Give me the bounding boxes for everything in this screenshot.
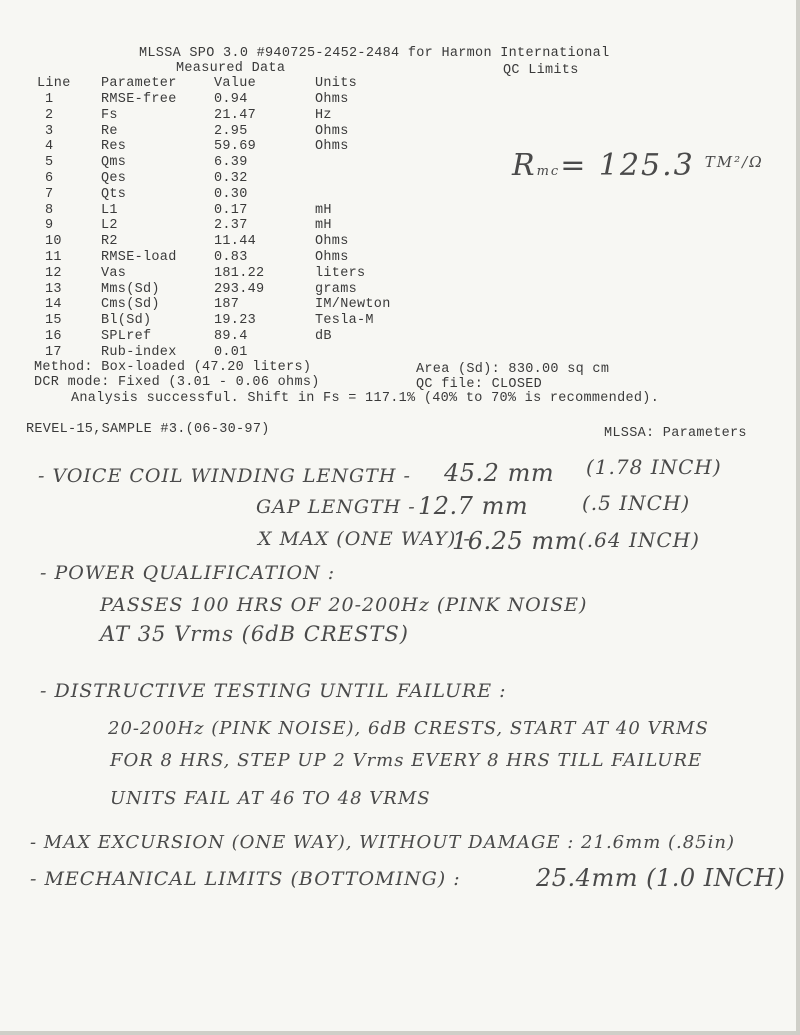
- table-cell-value: 0.83: [214, 249, 248, 265]
- table-cell-value: 0.17: [214, 202, 248, 218]
- destructive-line-1: 20-200Hz (PINK NOISE), 6dB CRESTS, START AT 40 VRMS: [108, 718, 709, 739]
- table-cell-value: 6.39: [214, 155, 248, 171]
- table-cell-unit: Tesla-M: [315, 313, 374, 329]
- parameter-column: [101, 92, 177, 361]
- table-cell-value: 59.69: [214, 139, 257, 155]
- table-cell-parameter: Re: [101, 123, 118, 139]
- table-cell-parameter: Bl(Sd): [101, 313, 152, 329]
- table-cell-line: 14: [45, 297, 62, 313]
- report-subtitle: Measured Data: [176, 61, 286, 76]
- table-cell-unit: [315, 155, 391, 171]
- line-number-column: [45, 92, 62, 361]
- table-cell-line: 13: [45, 281, 62, 297]
- sample-label: REVEL-15,SAMPLE #3.(06-30-97): [26, 422, 270, 437]
- mechanical-limits-value: 25.4mm (1.0 INCH): [536, 864, 786, 892]
- table-cell-parameter: Cms(Sd): [101, 297, 160, 313]
- report-title: MLSSA SPO 3.0 #940725-2452-2484 for Harmon International: [139, 46, 610, 61]
- table-cell-parameter: Qes: [101, 170, 127, 186]
- method-line: Method: Box-loaded (47.20 liters): [34, 360, 312, 375]
- table-cell-value: 2.37: [214, 218, 248, 234]
- destructive-line-3: UNITS FAIL AT 46 TO 48 VRMS: [110, 788, 431, 809]
- table-cell-unit: Ohms: [315, 234, 349, 250]
- rmc-equation: = 125.3: [560, 148, 695, 183]
- power-qualification-heading: - POWER QUALIFICATION :: [40, 562, 336, 584]
- mechanical-limits-label: - MECHANICAL LIMITS (BOTTOMING) :: [30, 868, 461, 890]
- col-header-parameter: Parameter: [101, 76, 177, 91]
- table-cell-value: 0.30: [214, 186, 248, 202]
- table-cell-line: 2: [45, 107, 54, 123]
- table-cell-unit: Hz: [315, 107, 332, 123]
- xmax-label: X MAX (ONE WAY) -: [258, 528, 471, 550]
- dcr-mode-line: DCR mode: Fixed (3.01 - 0.06 ohms): [34, 375, 320, 390]
- table-cell-parameter: RMSE-load: [101, 249, 177, 265]
- table-cell-value: 11.44: [214, 234, 257, 250]
- table-cell-line: 10: [45, 234, 62, 250]
- table-cell-value: 89.4: [214, 328, 248, 344]
- table-cell-parameter: Rub-index: [101, 344, 177, 360]
- col-header-units: Units: [315, 76, 358, 91]
- gap-length-value: 12.7 mm: [418, 492, 529, 520]
- table-cell-parameter: R2: [101, 234, 118, 250]
- table-cell-parameter: Vas: [101, 265, 127, 281]
- at-line: AT 35 Vrms (6dB CRESTS): [100, 622, 409, 646]
- table-cell-line: 8: [45, 202, 54, 218]
- table-cell-line: 1: [45, 92, 54, 107]
- table-cell-line: 16: [45, 328, 62, 344]
- table-cell-line: 17: [45, 344, 62, 360]
- rmc-subscript: mc: [536, 164, 561, 179]
- table-cell-line: 3: [45, 123, 54, 139]
- area-line: Area (Sd): 830.00 sq cm: [416, 362, 610, 377]
- rmc-label: R: [512, 148, 537, 183]
- table-cell-unit: [315, 171, 391, 187]
- passes-line: PASSES 100 HRS OF 20-200Hz (PINK NOISE): [100, 594, 588, 616]
- table-cell-unit: liters: [315, 265, 366, 281]
- qc-limits-label: QC Limits: [503, 63, 579, 78]
- table-cell-unit: [315, 345, 391, 361]
- rmc-unit: TM²/Ω: [704, 153, 764, 171]
- table-cell-value: 2.95: [214, 123, 248, 139]
- table-cell-value: 0.94: [214, 92, 248, 107]
- qc-file-line: QC file: CLOSED: [416, 377, 543, 392]
- voice-coil-label: - VOICE COIL WINDING LENGTH -: [38, 465, 411, 487]
- max-excursion-line: - MAX EXCURSION (ONE WAY), WITHOUT DAMAGE : 21.6mm (.85in): [30, 832, 735, 853]
- table-cell-unit: Ohms: [315, 92, 349, 107]
- table-cell-parameter: Mms(Sd): [101, 281, 160, 297]
- table-cell-value: 293.49: [214, 281, 265, 297]
- table-cell-unit: IM/Newton: [315, 297, 391, 313]
- col-header-value: Value: [214, 76, 257, 91]
- table-cell-value: 0.32: [214, 170, 248, 186]
- table-cell-value: 19.23: [214, 313, 257, 329]
- table-cell-parameter: SPLref: [101, 328, 152, 344]
- table-cell-parameter: Fs: [101, 107, 118, 123]
- table-cell-value: 0.01: [214, 344, 248, 360]
- table-cell-value: 187: [214, 297, 240, 313]
- analysis-line: Analysis successful. Shift in Fs = 117.1% (40% to 70% is recommended).: [71, 391, 660, 406]
- table-cell-value: 21.47: [214, 107, 257, 123]
- voice-coil-inch: (1.78 INCH): [586, 455, 722, 479]
- table-cell-parameter: Qms: [101, 155, 127, 171]
- table-cell-line: 11: [45, 249, 62, 265]
- table-cell-parameter: L1: [101, 202, 118, 218]
- table-cell-parameter: Res: [101, 139, 127, 155]
- table-cell-line: 5: [45, 155, 54, 171]
- table-cell-line: 7: [45, 186, 54, 202]
- table-cell-parameter: L2: [101, 218, 118, 234]
- table-cell-unit: grams: [315, 281, 358, 297]
- table-cell-unit: Ohms: [315, 249, 349, 265]
- table-cell-unit: Ohms: [315, 123, 349, 139]
- destructive-line-2: FOR 8 HRS, STEP UP 2 Vrms EVERY 8 HRS TILL FAILURE: [110, 750, 703, 771]
- table-cell-value: 181.22: [214, 265, 265, 281]
- table-cell-unit: [315, 187, 391, 203]
- xmax-value: 16.25 mm: [452, 527, 578, 555]
- table-cell-unit: Ohms: [315, 139, 349, 155]
- table-cell-line: 12: [45, 265, 62, 281]
- destructive-testing-heading: - DISTRUCTIVE TESTING UNTIL FAILURE :: [40, 680, 507, 702]
- col-header-line: Line: [37, 76, 71, 91]
- table-cell-unit: mH: [315, 218, 332, 234]
- table-cell-parameter: RMSE-free: [101, 92, 177, 107]
- value-column: [214, 92, 264, 361]
- table-cell-unit: dB: [315, 328, 332, 344]
- xmax-inch: (.64 INCH): [578, 528, 700, 552]
- gap-length-label: GAP LENGTH -: [256, 496, 416, 518]
- rmc-annotation: [512, 148, 764, 183]
- table-cell-unit: mH: [315, 202, 332, 218]
- voice-coil-value: 45.2 mm: [444, 459, 555, 487]
- table-cell-line: 9: [45, 218, 54, 234]
- table-cell-line: 4: [45, 139, 54, 155]
- gap-length-inch: (.5 INCH): [582, 491, 691, 515]
- table-cell-line: 15: [45, 313, 62, 329]
- table-cell-line: 6: [45, 170, 54, 186]
- mlssa-parameters-label: MLSSA: Parameters: [604, 426, 747, 441]
- units-column: [315, 92, 391, 361]
- table-cell-parameter: Qts: [101, 186, 127, 202]
